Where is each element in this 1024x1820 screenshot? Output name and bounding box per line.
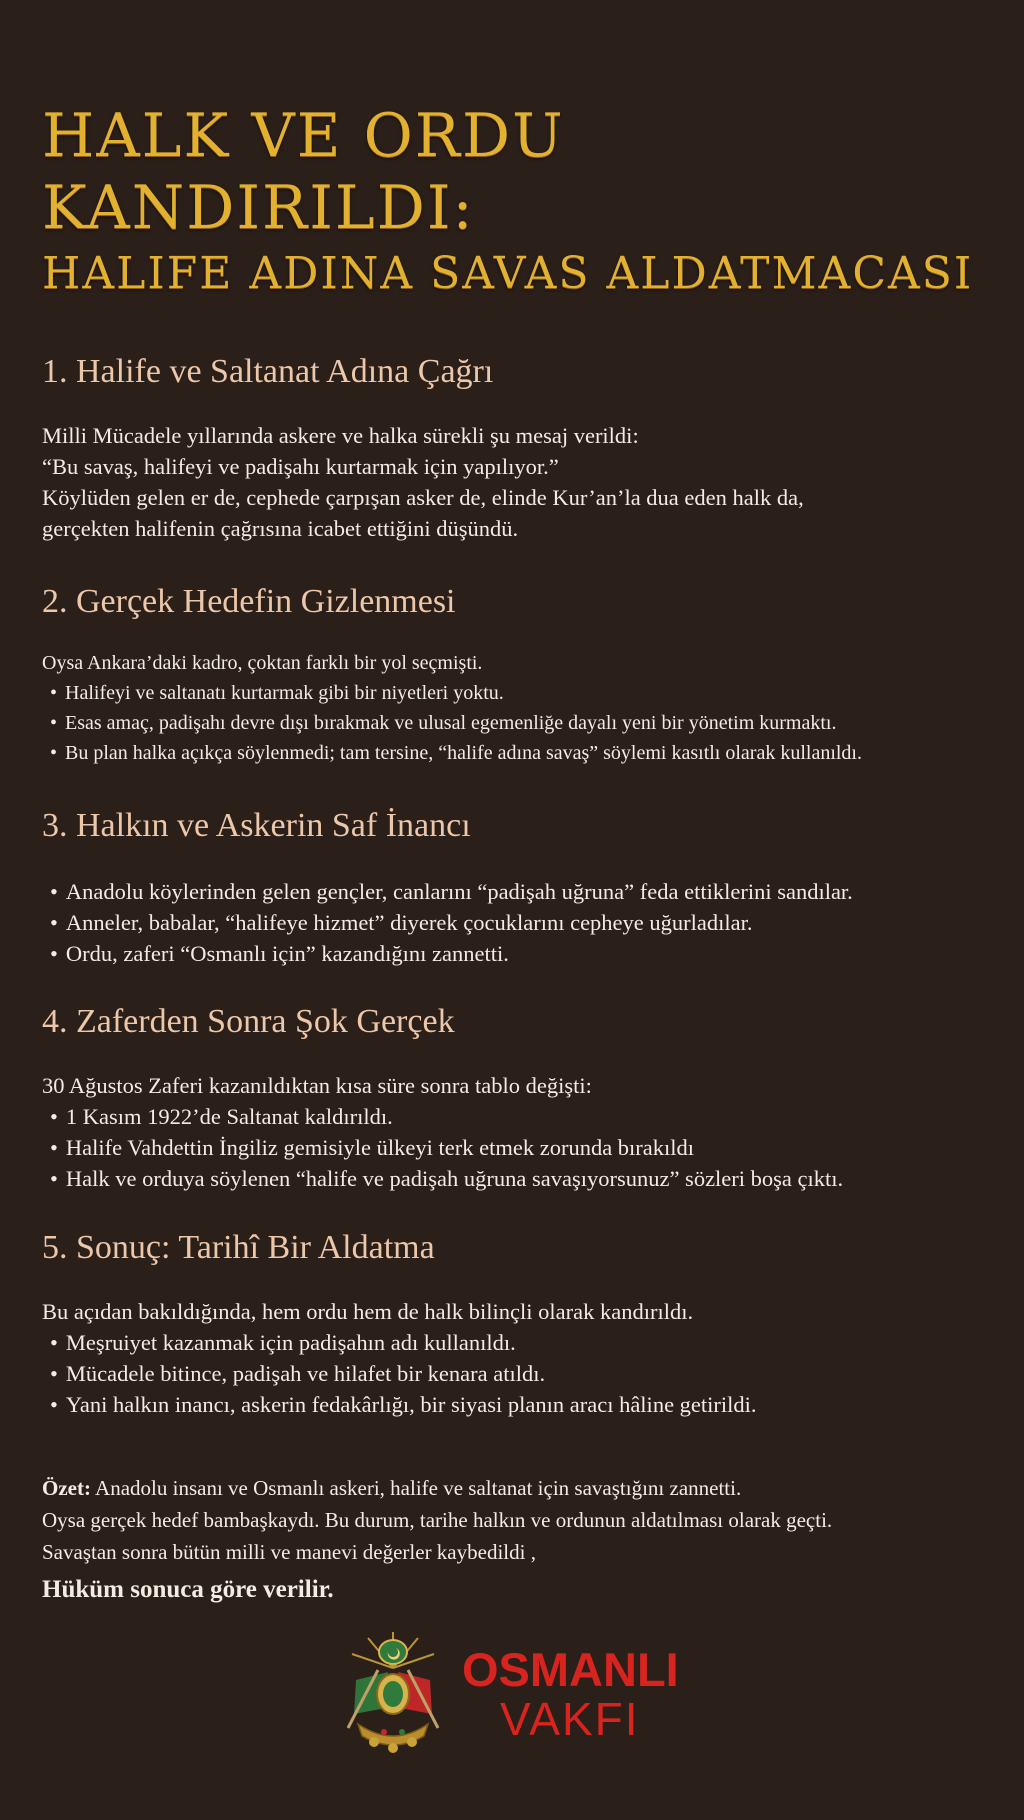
section-2-list [42,678,994,768]
section-3 [42,806,994,969]
brand-line-2: VAKFI [500,1693,640,1745]
section-2-heading: 2. Gerçek Hedefin Gizlenmesi [42,583,456,620]
summary-line-2: Oysa gerçek hedef bambaşkaydı. Bu durum, tarihe halkın ve ordunun aldatılması olarak geçti. [42,1508,833,1532]
section-2 [42,582,994,768]
list-item: • 1 Kasım 1922’de Saltanat kaldırıldı. [42,1101,994,1132]
section-1 [42,352,994,544]
summary-line-3: Savaştan sonra bütün milli ve manevi değerler kaybedildi , [42,1540,536,1564]
section-4-list [42,1101,994,1194]
section-3-heading: 3. Halkın ve Askerin Saf İnancı [42,807,471,844]
section-4 [42,1002,994,1194]
title-subtitle: HALIFE ADINA SAVAS ALDATMACASI [42,248,974,299]
list-item: • Bu plan halka açıkça söylenmedi; tam tersine, “halife adına savaş” söylemi kasıtlı olarak kullanıldı. [42,738,994,768]
verdict: Hüküm sonuca göre verilir. [42,1576,334,1603]
section-1-line: Köylüden gelen er de, cephede çarpışan asker de, elinde Kur’an’la dua eden halk da, [42,485,804,510]
brand-text [462,1643,679,1745]
section-3-list [42,876,994,969]
page-title [42,100,973,302]
title-line-1: HALK VE ORDU [42,101,565,171]
section-5-heading: 5. Sonuç: Tarihî Bir Aldatma [42,1229,435,1266]
list-item: • Anneler, babalar, “halifeye hizmet” diyerek çocuklarını cepheye uğurladılar. [42,907,994,938]
list-item: • Esas amaç, padişahı devre dışı bırakmak ve ulusal egemenliğe dayalı yeni bir yönetim kurmaktı. [42,708,994,738]
ottoman-coat-of-arms-icon [338,1628,448,1758]
osmanli-vakfi-logo [338,1628,698,1758]
section-1-line: gerçekten halifenin çağrısına icabet ettiğini düşündü. [42,516,519,541]
summary-line-1 [42,1472,994,1504]
section-5-intro: Bu açıdan bakıldığında, hem ordu hem de halk bilinçli olarak kandırıldı. [42,1299,694,1324]
summary-text: Anadolu insanı ve Osmanlı askeri, halife ve saltanat için savaştığını zannetti. [90,1476,742,1500]
brand-line-1: OSMANLI [462,1643,679,1696]
section-1-heading: 1. Halife ve Saltanat Adına Çağrı [42,353,494,390]
section-4-heading: 4. Zaferden Sonra Şok Gerçek [42,1003,455,1040]
section-5 [42,1228,994,1420]
list-item: • Mücadele bitince, padişah ve hilafet bir kenara atıldı. [42,1358,994,1389]
section-2-intro: Oysa Ankara’daki kadro, çoktan farklı bir yol seçmişti. [42,652,483,674]
section-4-intro: 30 Ağustos Zaferi kazanıldıktan kısa süre sonra tablo değişti: [42,1073,592,1098]
list-item: • Meşruiyet kazanmak için padişahın adı kullanıldı. [42,1327,994,1358]
list-item: • Halk ve orduya söylenen “halife ve padişah uğruna savaşıyorsunuz” sözleri boşa çıktı. [42,1163,994,1194]
list-item: • Halifeyi ve saltanatı kurtarmak gibi bir niyetleri yoktu. [42,678,994,708]
section-1-line: Milli Mücadele yıllarında askere ve halka sürekli şu mesaj verildi: [42,423,639,448]
section-5-list [42,1327,994,1420]
summary [42,1472,994,1610]
title-line-2: KANDIRILDI: [42,173,475,243]
summary-label: Özet: [42,1476,91,1500]
list-item: • Ordu, zaferi “Osmanlı için” kazandığını zannetti. [42,938,994,969]
list-item: • Anadolu köylerinden gelen gençler, canlarını “padişah uğruna” feda ettiklerini sandılar. [42,876,994,907]
list-item: • Yani halkın inancı, askerin fedakârlığı, bir siyasi planın aracı hâline getirildi. [42,1389,994,1420]
section-1-line: “Bu savaş, halifeyi ve padişahı kurtarmak için yapılıyor.” [42,454,559,479]
list-item: • Halife Vahdettin İngiliz gemisiyle ülkeyi terk etmek zorunda bırakıldı [42,1132,994,1163]
